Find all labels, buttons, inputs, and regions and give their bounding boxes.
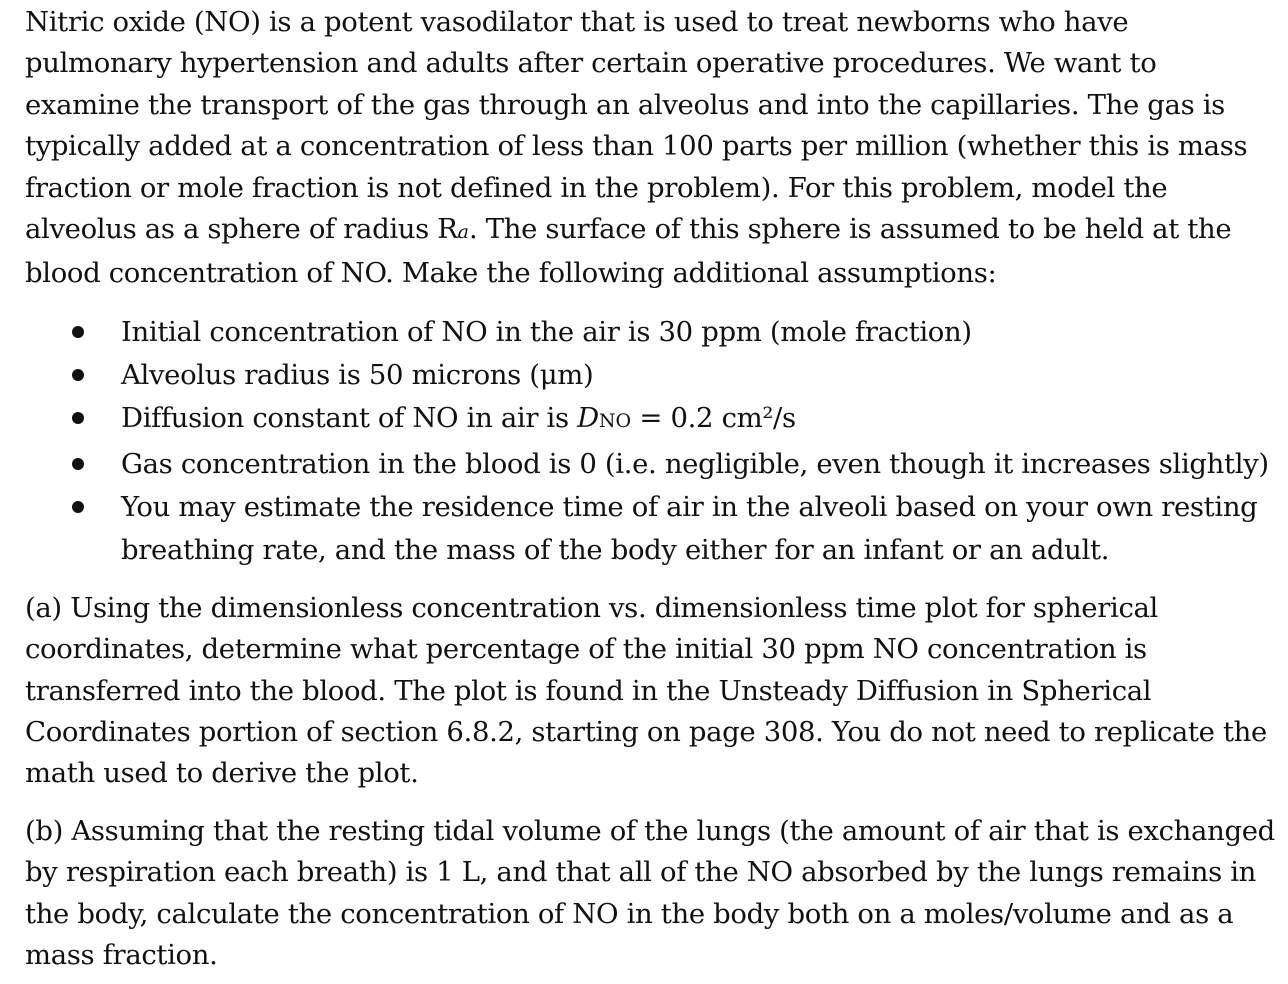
assumption-item (25, 311, 1275, 354)
intro-paragraph (25, 2, 1275, 295)
bullet-icon (72, 501, 84, 513)
intro-text-part2: . The surface of this sphere is assumed to be held at the blood concentration of NO. Make the following additional assumptions: (25, 213, 1232, 290)
assumption-item (25, 486, 1275, 572)
bullet-icon (72, 369, 84, 381)
part-b-question: (b) Assuming that the resting tidal volume of the lungs (the amount of air that is exchanged by respiration each breath) is 1 L, and that all of the NO absorbed by the lungs remains in the body, calculate the concentration of NO in the body both on a moles/volume and as a mass fraction. (25, 814, 1275, 972)
assumption-item (25, 354, 1275, 397)
intro-text-part1: Nitric oxide (NO) is a potent vasodilator that is used to treat newborns who have pulmonary hypertension and adults after certain operative procedures. We want to examine the transport of the gas through an alveolus and into the capillaries. The gas is typically added at a concentration of less than 100 parts per million (whether this is mass fraction or mole fraction is not defined in the problem). For this problem, model the alveolus as a sphere of radius R (25, 6, 1248, 246)
part-a-question: (a) Using the dimensionless concentration vs. dimensionless time plot for spherical coordinates, determine what percentage of the initial 30 ppm NO concentration is transferred into the blood. The plot is found in the Unsteady Diffusion in Spherical Coordinates portion of section 6.8.2, starting on page 308. You do not need to replicate the math used to derive the plot. (25, 591, 1267, 790)
assumption-text: Alveolus radius is 50 microns (μm) (121, 358, 594, 391)
bullet-icon (72, 326, 84, 338)
bullet-icon (72, 458, 84, 470)
assumption-text: Initial concentration of NO in the air is 30 ppm (mole fraction) (121, 315, 972, 348)
bullet-icon (72, 412, 84, 424)
assumption-item (25, 397, 1275, 443)
assumption-text-suffix: = 0.2 cm²/s (631, 401, 796, 434)
problem-document (25, 2, 1275, 977)
assumptions-list (25, 311, 1275, 572)
assumption-text: Gas concentration in the blood is 0 (i.e. negligible, even though it increases slightly) (121, 447, 1269, 480)
diffusion-symbol: D (577, 401, 599, 434)
diffusion-subscript: NO (598, 409, 632, 432)
assumption-text-prefix: Diffusion constant of NO in air is (121, 401, 578, 434)
radius-subscript: a (457, 221, 469, 244)
assumption-item (25, 443, 1275, 486)
assumption-text: You may estimate the residence time of air in the alveoli based on your own resting breathing rate, and the mass of the body either for an infant or an adult. (121, 490, 1258, 566)
